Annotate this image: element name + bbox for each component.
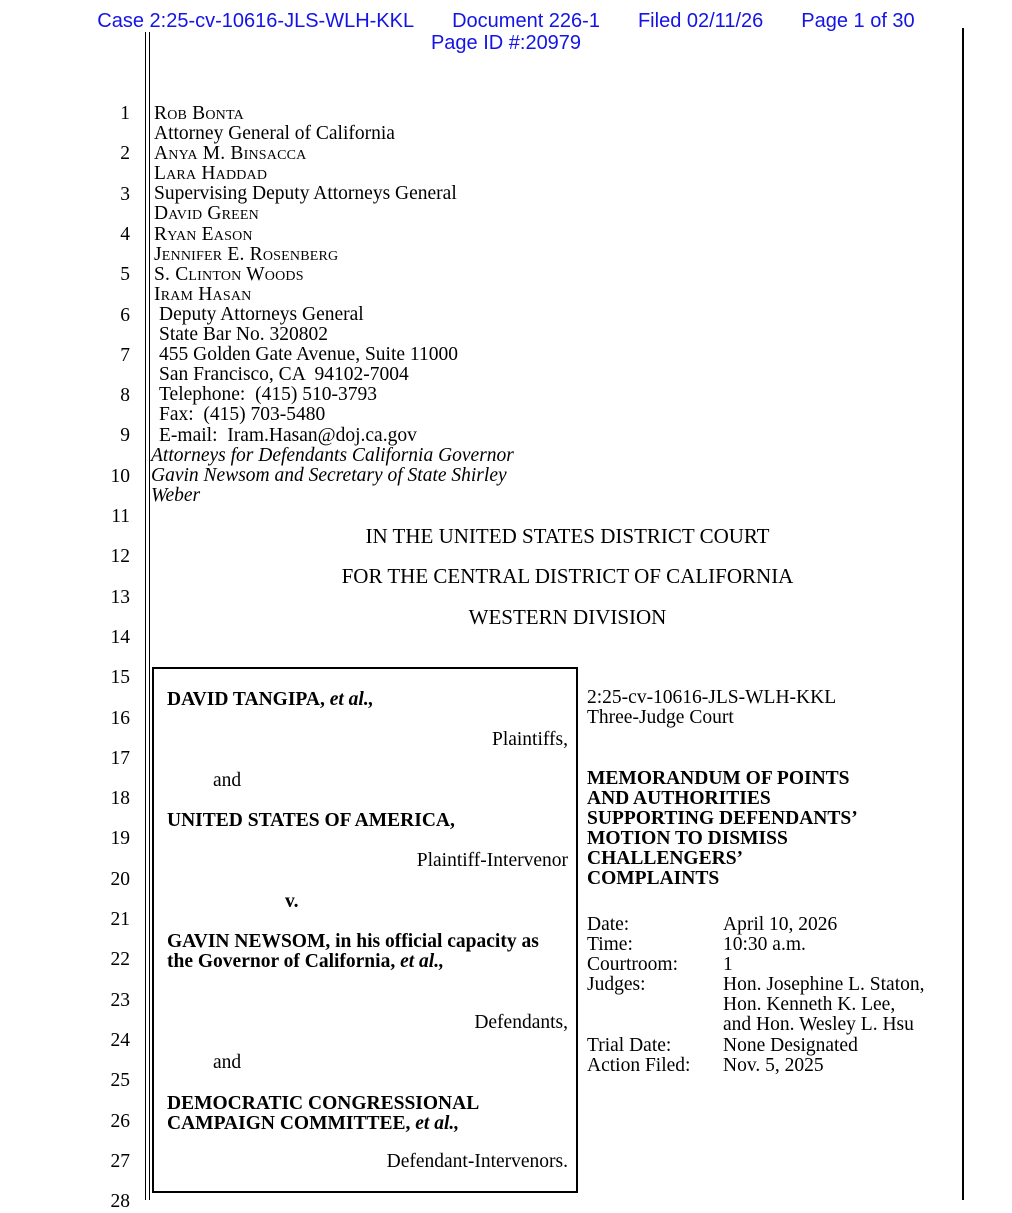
attorney-block-line: Attorneys for Defendants California Governor xyxy=(151,444,514,466)
pleading-line-number: 28 xyxy=(110,1191,130,1213)
caption-party xyxy=(167,932,568,972)
hearing-detail-label: Time: xyxy=(587,934,633,956)
caption-designation xyxy=(167,730,568,750)
pleading-line-number: 8 xyxy=(120,385,130,407)
caption-designation xyxy=(167,1013,568,1033)
pleading-line-number: 1 xyxy=(120,103,130,124)
pleading-line-number: 5 xyxy=(120,264,130,286)
hearing-detail-label: Action Filed: xyxy=(587,1054,691,1076)
hearing-detail-value: Nov. 5, 2025 xyxy=(723,1054,824,1076)
attorney-block-line: Telephone: (415) 510-3793 xyxy=(159,384,377,406)
attorney-block-line: Gavin Newsom and Secretary of State Shirley xyxy=(151,464,507,486)
court-heading-line3: WESTERN DIVISION xyxy=(468,604,667,629)
pdf-stamp-line1 xyxy=(0,11,1012,32)
attorney-block-line: Lara Haddad xyxy=(154,163,268,185)
attorney-block-line: David Green xyxy=(154,203,259,225)
document-title-line: COMPLAINTS xyxy=(587,868,720,890)
caption-et-al: et al., xyxy=(324,689,374,710)
caption-versus xyxy=(285,892,568,912)
hearing-detail-label: Judges: xyxy=(587,974,646,996)
document-title-line: AND AUTHORITIES xyxy=(587,788,771,810)
hearing-detail-label: Courtroom: xyxy=(587,954,678,976)
hearing-detail-value: 1 xyxy=(723,954,733,976)
attorney-block-line: Anya M. Binsacca xyxy=(154,143,307,165)
hearing-detail-label: Date: xyxy=(587,914,630,935)
pleading-line-number: 24 xyxy=(110,1029,130,1051)
caption-designation xyxy=(167,851,568,871)
caption-party xyxy=(167,690,568,710)
attorney-block-line: Deputy Attorneys General xyxy=(159,303,364,325)
pleading-line-number: 20 xyxy=(110,868,130,890)
attorney-block-line: Rob Bonta xyxy=(154,103,244,124)
caption-party-text: DEMOCRATIC CONGRESSIONAL CAMPAIGN COMMITTEE, xyxy=(167,1093,479,1135)
caption-designation-text: Plaintiffs, xyxy=(491,729,568,750)
pleading-line-number: 2 xyxy=(120,143,130,165)
caption-party-text: GAVIN NEWSOM, in his official capacity as the Governor of California, xyxy=(167,931,539,973)
caption-versus-text: v. xyxy=(285,891,299,912)
document-title-line: CHALLENGERS’ xyxy=(587,848,744,870)
pleading-line-number: 25 xyxy=(110,1070,130,1092)
court-heading xyxy=(172,516,963,637)
pleading-line-number: 15 xyxy=(110,667,130,689)
attorney-block-line: E-mail: Iram.Hasan@doj.ca.gov xyxy=(159,424,417,446)
pdf-stamp-segment: Case 2:25-cv-10616-JLS-WLH-KKL xyxy=(97,10,415,32)
pleading-line-number: 10 xyxy=(110,465,130,487)
court-type: Three-Judge Court xyxy=(587,707,734,729)
pdf-stamp-page-id: Page ID #:20979 xyxy=(430,32,582,54)
court-heading-line2: FOR THE CENTRAL DISTRICT OF CALIFORNIA xyxy=(341,564,794,589)
pleading-line-number: 3 xyxy=(120,183,130,205)
pleading-line-number: 16 xyxy=(110,707,130,729)
pleading-line-number: 22 xyxy=(110,949,130,971)
caption-party xyxy=(167,1094,568,1134)
pdf-stamp-segment: Page 1 of 30 xyxy=(801,10,915,32)
pleading-line-number: 14 xyxy=(110,626,130,648)
hearing-detail-value: 10:30 a.m. xyxy=(723,934,806,956)
caption-party xyxy=(167,811,568,831)
caption-et-al: et al., xyxy=(410,1113,460,1135)
caption-designation-text: Plaintiff-Intervenor xyxy=(416,850,568,871)
pleading-left-double-rule xyxy=(145,32,150,1200)
caption-connector-text: and xyxy=(213,770,242,791)
pdf-stamp-segment: Document 226-1 xyxy=(452,10,600,32)
pdf-stamp-segment: Filed 02/11/26 xyxy=(637,10,764,32)
pleading-line-number: 18 xyxy=(110,788,130,810)
attorney-block-line: Supervising Deputy Attorneys General xyxy=(154,183,457,205)
case-number: 2:25-cv-10616-JLS-WLH-KKL xyxy=(587,687,837,708)
caption-connector xyxy=(213,1053,568,1073)
attorney-block-line: San Francisco, CA 94102-7004 xyxy=(159,364,409,386)
pleading-line-number: 13 xyxy=(110,586,130,608)
hearing-detail-value: Hon. Josephine L. Staton, Hon. Kenneth K. Lee, and Hon. Wesley L. Hsu xyxy=(723,974,925,1036)
hearing-details xyxy=(587,915,939,1076)
caption-designation xyxy=(167,1152,568,1172)
attorney-block-line: Weber xyxy=(151,484,201,506)
attorney-block-line: 455 Golden Gate Avenue, Suite 11000 xyxy=(159,344,458,366)
caption-et-al: et al., xyxy=(395,951,444,973)
caption-connector-text: and xyxy=(213,1052,242,1073)
case-caption-box xyxy=(152,667,578,1193)
document-title-line: MEMORANDUM OF POINTS xyxy=(587,768,850,789)
attorney-block-line: Iram Hasan xyxy=(154,283,252,305)
caption-designation-text: Defendants, xyxy=(474,1012,568,1033)
caption-connector xyxy=(213,771,568,791)
pdf-stamp-header xyxy=(0,11,1012,54)
pleading-line-number: 21 xyxy=(110,909,130,930)
document-title xyxy=(587,769,858,890)
hearing-detail-value: April 10, 2026 xyxy=(723,914,838,935)
case-number-block xyxy=(587,688,836,728)
pleading-line-number-column xyxy=(85,103,130,1213)
caption-party-text: UNITED STATES OF AMERICA, xyxy=(167,810,455,831)
document-title-line: MOTION TO DISMISS xyxy=(587,828,788,850)
caption-party-text: DAVID TANGIPA, xyxy=(167,689,325,710)
attorney-block-line: S. Clinton Woods xyxy=(154,263,304,285)
pleading-line-number: 9 xyxy=(120,425,130,447)
attorney-block-line: State Bar No. 320802 xyxy=(159,324,328,346)
pleading-line-number: 12 xyxy=(110,546,130,568)
pleading-line-number: 27 xyxy=(110,1150,130,1172)
pleading-line-number: 26 xyxy=(110,1110,130,1132)
attorney-block-line: Ryan Eason xyxy=(154,223,253,245)
court-heading-line1: IN THE UNITED STATES DISTRICT COURT xyxy=(365,524,770,548)
attorney-block xyxy=(151,104,581,506)
pleading-line-number: 17 xyxy=(110,747,130,769)
pleading-line-number: 23 xyxy=(110,989,130,1011)
document-title-line: SUPPORTING DEFENDANTS’ xyxy=(587,808,858,830)
pleading-line-number: 4 xyxy=(120,223,130,245)
caption-designation-text: Defendant-Intervenors. xyxy=(386,1151,568,1172)
pleading-line-number: 11 xyxy=(111,506,130,527)
attorney-block-line: Jennifer E. Rosenberg xyxy=(154,243,339,265)
hearing-detail-label: Trial Date: xyxy=(587,1034,672,1056)
pleading-line-number: 7 xyxy=(120,344,130,366)
pleading-line-number: 6 xyxy=(120,304,130,326)
attorney-block-line: Fax: (415) 703-5480 xyxy=(159,404,326,426)
pleading-line-number: 19 xyxy=(110,828,130,850)
hearing-detail-value: None Designated xyxy=(723,1034,858,1056)
attorney-block-line: Attorney General of California xyxy=(154,123,395,145)
